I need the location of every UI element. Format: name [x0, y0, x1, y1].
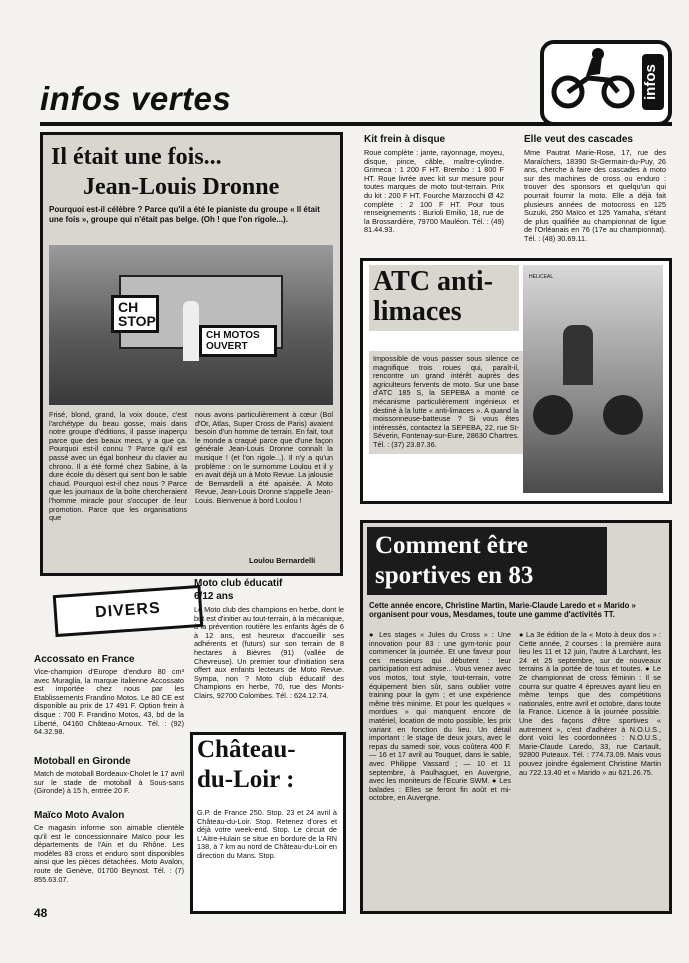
- cascades-title: Elle veut des cascades: [524, 134, 633, 145]
- atc-wheel-left: [533, 395, 573, 435]
- sportives-lead: Cette année encore, Christine Martin, Marie-Claude Laredo et « Marido » organisent pour vous, Mesdames, toute une gamme d'activités TT.: [369, 601, 636, 619]
- atc-title-line1: ATC anti-: [373, 266, 494, 297]
- chateau-title-line1: Château-: [197, 736, 296, 763]
- atc-article: [360, 258, 672, 504]
- dronne-title-line1: Il était une fois...: [51, 144, 222, 170]
- moto-club-title-line2: 6/12 ans: [194, 591, 234, 602]
- chateau-body: G.P. de France 250. Stop. 23 et 24 avril à Château-du-Loir. Stop. Retenez d'ores et déjà votre week-end. Stop. Le circuit de L'Aitre-Hulain se situe en bordure de la RN 138, à 7 km au nord de Château-du-Loir en direction du Mans. Stop.: [197, 808, 337, 860]
- sportives-column-1: ● Les stages « Jules du Cross » : Une innovation pour 83 : une gym-tonic pour commencer la journée. Et une faveur pour ces messieurs qui débutent : leur participation est admise... Vous venez avec vos motos, tout style, tout-terrain, votre équipement bien sûr, sans oublier votre training pour la gym ; et une expérience même très minime. Et pour les quelques « mordues » qui manquent encore de matériel, location de moto possible, les prix variant en fonction du lieu. Un détail important : le stage de deux jours, avec le repas du samedi soir, vous coûtera 400 F. — 16 et 17 avril au Touquet, dans le sable, avec Philippe Vassard ; — 10 et 11 septembre, à Paulhaguet, en Auvergne, avec les moniteurs de l'Ecurie SWM. ● Les balades : Elles se feront fin août et mi-octobre, en Auvergne.: [369, 630, 511, 803]
- motocross-rider-icon: [548, 46, 638, 116]
- accossato-title: Accossato en France: [34, 654, 135, 665]
- gironde-title: Motoball en Gironde: [34, 756, 131, 767]
- atc-photo-label: HELICEAL: [529, 274, 554, 280]
- logo-tag: infos: [642, 54, 664, 110]
- accossato-body: Vice-champion d'Europe d'enduro 80 cm³ avec Muraglia, la marque italienne Accossato est importée chez nous par les Etablissements Frandino Motos. Le 80 CE est disponible au prix de 17 491 F. Option frein à disque : 700 F. Frandino Motos, 43, bd de la Liberté, 04160 Château-Arnoux. Tél. : (92) 64.32.98.: [34, 667, 184, 737]
- rider-figure: [563, 325, 593, 385]
- sportives-column-2: ● La 3e édition de la « Moto à deux dos » : Cette année, 2 courses : la première aura lieu les 11 et 12 juin, l'autre à Larchant, les 24 et 25 septembre, sur de nouveaux terrains à la portée de tous et toutes. ● Le 2e championnat de cross féminin : Il se courra sur quatre 4 épreuves ayant lieu en même temps que des compétitions nationales, entre avril et octobre, dans toute la France. Licence à la journée possible. Une des façons d'être sportives « autrement », c'est d'adhérer à N.O.U.S., dont voici les coordonnées : N.O.U.S., Marie-Claude Laredo, 33, rue Cartault, 92800 Puteaux. Tél. : 774.73.09. Mais vous pouvez joindre également Christine Martin au 722.13.40 et « Marido » au 621.26.75.: [519, 630, 661, 777]
- sportives-article: [360, 520, 672, 914]
- atc-photo: [523, 265, 663, 493]
- moto-club-body: Le Moto club des champions en herbe, dont le but est d'initier au tout-terrain, à la mécanique, à la prévention routière les enfants âgés de 6 à 12 ans, est heureux d'accueillir ses adhérents et (futurs) sur son terrain de 8 hectares à Bièvres (91) (vallée de Chevreuse). Un premier tour d'initiation sera offert aux enfants lecteurs de Moto Revue. Sympa, non ? Moto club éducatif des Champions en herbe, 70, rue des Monts-Clairs, 92700 Colombes. Tél. : 624.12.74.: [194, 605, 344, 700]
- cascades-body: Mme Pautrat Marie-Rose, 17, rue des Maraîchers, 18390 St-Germain-du-Puy, 26 ans, cherche à faire des cascades à moto sur des machines de cross ou enduro : trouver des sponsors et quelqu'un qui pourrait fournir la moto. Elle a déjà fait plusieurs années de motocross en 125 Suzuki, 250 Maïco et 125 Yamaha, s'étant de plus qualifiée au championnat de ligue de l'Orléanais en 76 (17e au championnat). Tél. : (48) 30.69.11.: [524, 148, 666, 243]
- sportives-title-band: [367, 527, 607, 595]
- dronne-photo: [49, 245, 333, 405]
- sportives-title-line1: Comment être: [375, 532, 528, 559]
- person-figure: [183, 301, 199, 361]
- avalon-body: Ce magasin informe son aimable clientèle qu'il est le concessionnaire Maïco pour les départements de l'Ain et du Rhône. Les modèles 83 cross et enduro sont disponibles ainsi que les pièces détachées. Moto Avalon, route de Genève, 01700 Beynost. Tél. : (7) 855.63.07.: [34, 823, 184, 884]
- dronne-lead: Pourquoi est-il célèbre ? Parce qu'il a été le pianiste du groupe « Il était une fois », groupe qui n'était pas belge. (Oh ! que l'on rigole...).: [49, 205, 320, 224]
- magazine-logo: [540, 40, 672, 126]
- divers-label: DIVERS: [53, 585, 204, 637]
- motos-sign: CH MOTOS OUVERT: [199, 325, 277, 357]
- dronne-title-line2: Jean-Louis Dronne: [83, 174, 280, 200]
- atc-title-line2: limaces: [373, 296, 462, 327]
- page-number: 48: [34, 906, 48, 920]
- atc-body: Impossible de vous passer sous silence ce magnifique trois roues qui, paraît-il, rencontre un grand intérêt auprès des agriculteurs fervents de moto. Sur une base d'ATC 185 S, la SEPEBA a monté ce mécanisme particulièrement ingénieux et destiné à la lutte « anti-limaces ». A quand la moissonneuse-batteuse ? Si vous êtes intéressés, contactez la SEPEBA, 22, rue St-Séverin, Fontenay-sur-Eure, 28630 Chartres. Tél. : (37) 23.87.36.: [369, 351, 523, 454]
- dronne-column-1: Frisé, blond, grand, la voix douce, c'est l'archétype du beau gosse, mais dans notre groupe d'éditions, il passe inaperçu parce que des beaux mecs, y a que ça. Pourquoi est-il connu ? Parce qu'il est passé avec un égal bonheur du clavier au chrono. Il a été formé chez Sabine, à la dure école du désert qui sent bon le sable chaud. Pourquoi est-il chez nous ? Parce que les journaux de la boîte chercheraient l'homme miracle pour s'occuper de leur promotion. Parce que les organisations que: [49, 410, 187, 523]
- section-title: infos vertes: [40, 80, 232, 117]
- chateau-article: [190, 732, 346, 914]
- kit-title: Kit frein à disque: [364, 134, 446, 145]
- chateau-title-line2: du-Loir :: [197, 766, 295, 793]
- dronne-signature: Loulou Bernardelli: [249, 556, 316, 565]
- avalon-title: Maïco Moto Avalon: [34, 810, 125, 821]
- kit-body: Roue complète : jante, rayonnage, moyeu, disque, pince, câble, maître-cylindre. Grimeca : 1 200 F HT. Brembo : 1 800 F HT. Roue livrée avec kit sur mesure pour toutes marques de moto tout-terrain. Prix du kit : 200 F HT. Fourche Marzocchi Ø 42 complète : 2 100 F HT. Pour tous renseignements : Burioli Emilio, 18, rue de la Brossardière, 79700 Mauléon. Tél. : (49) 81.44.93.: [364, 148, 504, 235]
- dronne-column-2: nous avons particulièrement à cœur (Bol d'Or, Atlas, Super Cross de Paris) avaient besoin d'un homme de terrain. En fait, tout le monde a craqué parce que d'une façon générale Jean-Louis Dronne connaît la musique ! (et l'on rigole...). Il n'y a qu'un problème : on le surnomme Loulou et il y en avait déjà un à Moto Revue. La jalousie de Bernardelli a été apaisée. A Moto Revue, Jean-Louis Dronne s'appelle Jean-Louis. Bienvenue à bord Loulou !: [195, 410, 333, 505]
- sportives-title-line2: sportives en 83: [375, 562, 534, 589]
- dronne-article: [40, 132, 343, 576]
- moto-club-title-line1: Moto club éducatif: [194, 578, 283, 589]
- atc-wheel-right: [603, 395, 643, 435]
- stop-sign: CH STOP: [111, 295, 159, 333]
- gironde-body: Match de motoball Bordeaux-Cholet le 17 avril sur le stade de motoball à Sous-sans (Gironde) à 15 h, entrée 20 F.: [34, 769, 184, 796]
